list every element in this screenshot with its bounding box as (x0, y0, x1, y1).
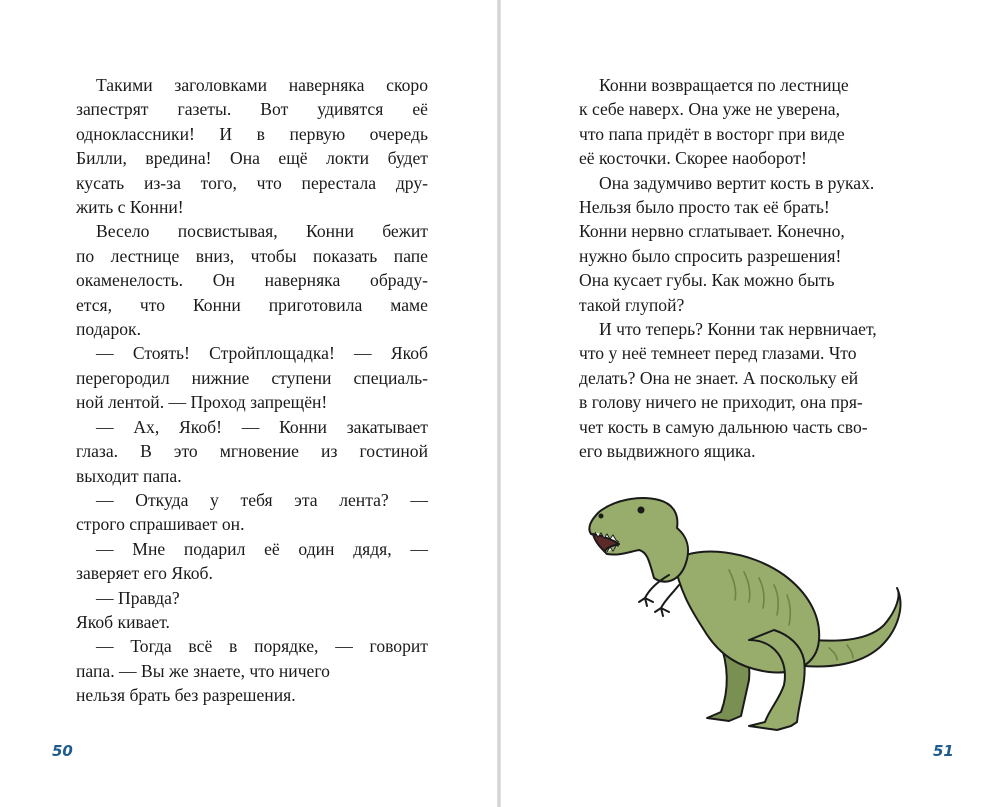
text-line: Нельзя было просто так её брать! (579, 197, 830, 218)
text-line: Конни нервно сглатывает. Конечно, (579, 221, 845, 242)
text-line: строго спрашивает он. (76, 514, 245, 535)
text-line: делать? Она не знает. А поскольку ей (579, 367, 859, 388)
text-line: Она кусает губы. Как можно быть (579, 270, 835, 291)
text-line: окаменелость. Он наверняка обраду- (76, 270, 428, 291)
text-line: запестрят газеты. Вот удивятся её (76, 99, 428, 120)
text-line: жить с Конни! (76, 197, 184, 218)
text-line: нужно было спросить разрешения! (579, 245, 842, 266)
dinosaur-illustration (579, 490, 914, 740)
text-line: такой глупой? (579, 294, 685, 315)
text-line: чет кость в самую дальнюю часть сво- (579, 416, 868, 437)
dino-arm-2 (655, 585, 679, 616)
text-line: И что теперь? Конни так нервничает, (599, 319, 877, 340)
text-line: перегородил нижние ступени специаль- (76, 367, 428, 388)
dino-nostril (600, 515, 603, 518)
text-line: её косточки. Скорее наоборот! (579, 148, 807, 169)
dino-eye (639, 508, 644, 513)
text-line: папа. — Вы же знаете, что ничего (76, 660, 330, 681)
text-line: что у неё темнеет перед глазами. Что (579, 343, 857, 364)
text-line: ется, что Конни приготовила маме (76, 294, 428, 315)
right-page (501, 0, 1000, 807)
text-line: заверяет его Якоб. (76, 563, 213, 584)
text-line: глаза. В это мгновение из гостиной (76, 441, 428, 462)
text-line: что папа придёт в восторг при виде (579, 123, 845, 144)
text-line: — Стоять! Стройплощадка! — Якоб (96, 343, 428, 364)
text-line: по лестнице вниз, чтобы показать папе (76, 245, 428, 266)
text-line: Билли, вредина! Она ещё локти будет (76, 148, 428, 169)
page-number-left: 50 (52, 742, 73, 760)
text-line: подарок. (76, 319, 142, 340)
text-line: в голову ничего не приходит, она пря- (579, 392, 863, 413)
text-line: — Правда? (96, 587, 180, 608)
text-line: — Откуда у тебя эта лента? — (96, 489, 428, 510)
text-line: Весело посвистывая, Конни бежит (96, 221, 428, 242)
text-line: ной лентой. — Проход запрещён! (76, 392, 328, 413)
text-line: к себе наверх. Она уже не уверена, (579, 99, 841, 120)
page-number-right: 51 (933, 742, 954, 760)
text-line: — Тогда всё в порядке, — говорит (96, 636, 428, 657)
text-line: Конни возвращается по лестнице (599, 75, 849, 95)
text-line: одноклассники! И в первую очередь (76, 123, 428, 144)
text-line: кусать из-за того, что перестала дру- (76, 172, 428, 193)
text-line: нельзя брать без разрешения. (76, 685, 296, 706)
text-line: Якоб кивает. (76, 611, 170, 632)
text-line: Она задумчиво вертит кость в руках. (599, 172, 875, 193)
text-line: — Ах, Якоб! — Конни закатывает (96, 416, 428, 437)
text-line: выходит папа. (76, 465, 182, 486)
left-page-text (76, 73, 428, 708)
text-line: Такими заголовками наверняка скоро (96, 75, 428, 95)
right-page-text (579, 73, 924, 464)
text-line: — Мне подарил её один дядя, — (96, 538, 428, 559)
text-line: его выдвижного ящика. (579, 441, 756, 462)
left-page (0, 0, 497, 807)
